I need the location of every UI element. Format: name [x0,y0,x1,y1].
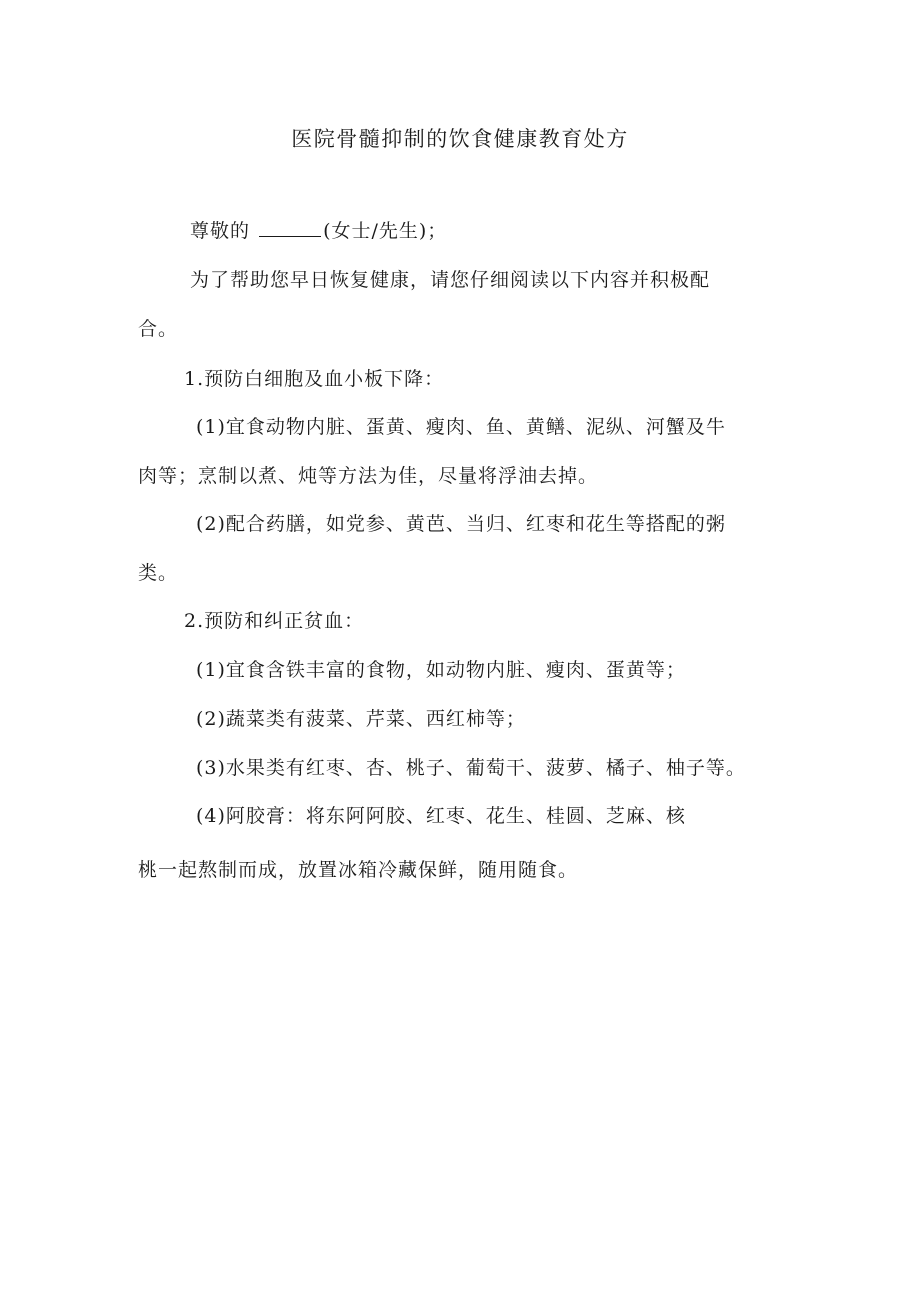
section2-heading: 2.预防和纠正贫血： [184,610,365,632]
section1-item2-line2: 类。 [138,562,179,584]
document-title: 医院骨髓抑制的饮食健康教育处方 [291,127,629,151]
greeting-prefix: 尊敬的 [190,220,251,242]
section2-item4-line2: 桃一起熬制而成，放置冰箱冷藏保鲜，随用随食。 [138,859,579,881]
greeting-line [190,218,447,244]
intro-line-2: 合。 [138,318,179,340]
section2-item1: (1)宜食含铁丰富的食物，如动物内脏、瘦肉、蛋黄等； [196,659,686,681]
section2-item2: (2)蔬菜类有菠菜、芹菜、西红柿等； [196,708,526,730]
name-blank [259,218,321,237]
section1-item2-line1: (2)配合药膳，如党参、黄芭、当归、红枣和花生等搭配的粥 [196,513,726,535]
section2-item3: (3)水果类有红枣、杏、桃子、葡萄干、菠萝、橘子、柚子等。 [196,757,746,779]
section2-item4-line1: (4)阿胶膏：将东阿阿胶、红枣、花生、桂圆、芝麻、核 [196,805,686,827]
section1-item1-line1: (1)宜食动物内脏、蛋黄、瘦肉、鱼、黄鳝、泥纵、河蟹及牛 [196,416,726,438]
intro-line-1: 为了帮助您早日恢复健康，请您仔细阅读以下内容并积极配 [190,269,711,291]
section1-item1-line2: 肉等；烹制以煮、炖等方法为佳，尽量将浮油去掉。 [138,465,599,487]
section1-heading: 1.预防白细胞及血小板下降： [184,368,445,390]
greeting-suffix: (女士/先生)； [323,220,448,242]
